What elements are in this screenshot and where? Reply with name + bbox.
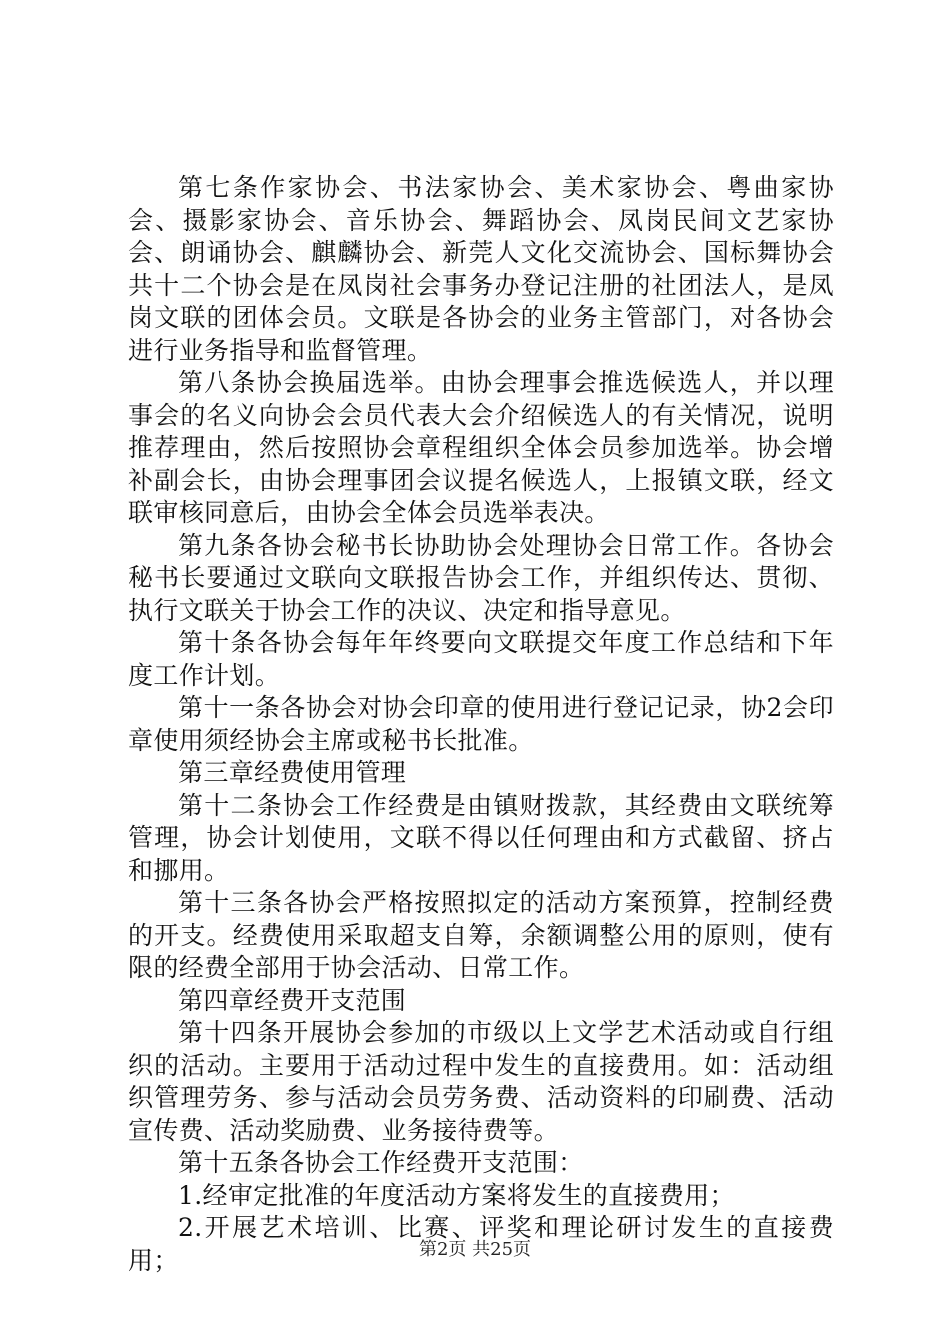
paragraph-article-7: 第七条作家协会、书法家协会、美术家协会、粤曲家协会、摄影家协会、音乐协会、舞蹈协会、凤岗民间文艺家协会、朗诵协会、麒麟协会、新莞人文化交流协会、国标舞协会共十二个协会是在凤岗社会事务办登记注册的社团法人，是凤岗文联的团体会员。文联是各协会的业务主管部门，对各协会进行业务指导和监督管理。 (128, 173, 834, 365)
chapter-4-heading: 第四章经费开支范围 (178, 985, 407, 1015)
paragraph-article-9: 第九条各协会秘书长协助协会处理协会日常工作。各协会秘书长要通过文联向文联报告协会工作，并组织传达、贯彻、执行文联关于协会工作的决议、决定和指导意见。 (128, 530, 834, 625)
chapter-3-heading: 第三章经费使用管理 (178, 758, 407, 787)
page-footer: 第2页 共25页 (418, 1239, 532, 1260)
document-body (128, 172, 834, 1277)
paragraph-article-15: 第十五条各协会工作经费开支范围： (178, 1148, 584, 1177)
list-item-2: 2.开展艺术培训、比赛、评奖和理论研讨发生的直接费用； (128, 1213, 834, 1275)
paragraph-article-14: 第十四条开展协会参加的市级以上文学艺术活动或自行组织的活动。主要用于活动过程中发生的直接费用。如：活动组织管理劳务、参与活动会员劳务费、活动资料的印刷费、活动宣传费、活动奖励费、业务接待费等。 (128, 1018, 834, 1145)
paragraph-article-11: 第十一条各协会对协会印章的使用进行登记记录，协2会印章使用须经协会主席或秘书长批准。 (128, 693, 834, 755)
paragraph-article-8: 第八条协会换届选举。由协会理事会推选候选人，并以理事会的名义向协会会员代表大会介绍候选人的有关情况，说明推荐理由，然后按照协会章程组织全体会员参加选举。协会增补副会长，由协会理事团会议提名候选人，上报镇文联，经文联审核同意后，由协会全体会员选举表决。 (128, 368, 834, 527)
list-item-1: 1.经审定批准的年度活动方案将发生的直接费用； (178, 1180, 735, 1210)
paragraph-article-13: 第十三条各协会严格按照拟定的活动方案预算，控制经费的开支。经费使用采取超支自筹，余额调整公用的原则，使有限的经费全部用于协会活动、日常工作。 (128, 888, 834, 982)
paragraph-article-12: 第十二条协会工作经费是由镇财拨款，其经费由文联统筹管理，协会计划使用，文联不得以任何理由和方式截留、挤占和挪用。 (128, 790, 834, 885)
paragraph-article-10: 第十条各协会每年年终要向文联提交年度工作总结和下年度工作计划。 (128, 628, 834, 690)
